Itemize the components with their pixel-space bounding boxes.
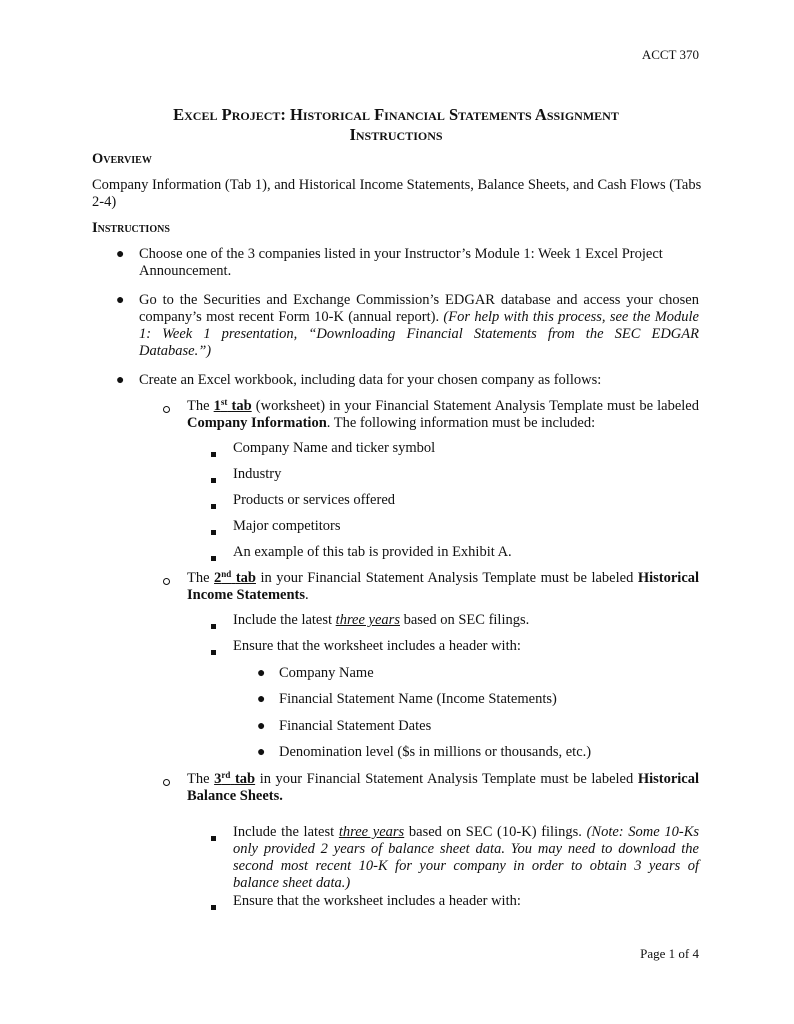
page-number: Page 1 of 4 xyxy=(640,946,699,961)
bullet-icon: ● xyxy=(116,373,125,388)
course-code: ACCT 370 xyxy=(641,47,699,62)
tab-1-item: Major competitors xyxy=(233,518,341,534)
bullet-icon: ● xyxy=(257,692,266,707)
tab-3-include-text: Include the latest three years based on SEC (10-K) filings. (Note: Some 10-Ks only provided 2 years of balance sheet data. You may need to download the second most recent 10-K for your company in order to obtain 3 years of balance sheet data.) xyxy=(233,824,700,891)
bullet-text: Choose one of the 3 companies listed in your Instructor’s Module 1: Week 1 Excel Project Announcement. xyxy=(139,246,663,279)
overview-text: Company Information (Tab 1), and Historical Income Statements, Balance Sheets, and Cash Flows (Tabs 2-4) xyxy=(92,177,702,210)
square-bullet-icon xyxy=(211,497,216,514)
square-bullet-icon xyxy=(211,617,216,634)
square-bullet-icon xyxy=(211,643,216,660)
circle-bullet-icon xyxy=(163,573,170,590)
tab-3-text: The 3rd tab in your Financial Statement Analysis Template must be labeled Historical Balance Sheets. xyxy=(187,770,700,804)
square-bullet-icon xyxy=(211,829,216,846)
tab-3-header-text: Ensure that the worksheet includes a header with: xyxy=(233,893,521,909)
bullet-icon: ● xyxy=(116,293,125,308)
square-bullet-icon xyxy=(211,471,216,488)
bullet-help-text: (For help with this process, see the Module 1: Week 1 presentation, “Downloading Financial Statements from the SEC EDGAR Database.”) xyxy=(139,309,699,359)
tab-1-item: An example of this tab is provided in Exhibit A. xyxy=(233,544,512,560)
circle-bullet-icon xyxy=(163,774,170,791)
header-item: Denomination level ($s in millions or thousands, etc.) xyxy=(279,744,592,760)
header-item: Financial Statement Name (Income Statements) xyxy=(279,691,557,707)
tab-1-text: The 1st tab (worksheet) in your Financial Statement Analysis Template must be labeled Company Information. The following information must be included: xyxy=(187,397,699,431)
circle-bullet-icon xyxy=(163,401,170,418)
document-title xyxy=(92,105,700,145)
bullet-text: Create an Excel workbook, including data for your chosen company as follows: xyxy=(139,372,602,388)
header-item: Company Name xyxy=(279,665,374,681)
bullet-text xyxy=(139,292,699,360)
title-line-2: Instructions xyxy=(349,125,443,144)
square-bullet-icon xyxy=(211,898,216,915)
tab-2-text: The 2nd tab in your Financial Statement Analysis Template must be labeled Historical Income Statements. xyxy=(187,569,700,603)
tab-1-item: Industry xyxy=(233,466,282,482)
tab-1-item: Company Name and ticker symbol xyxy=(233,440,436,456)
bullet-icon: ● xyxy=(257,745,266,760)
bullet-icon: ● xyxy=(116,247,125,262)
tab-2-header-text: Ensure that the worksheet includes a header with: xyxy=(233,638,521,654)
tab-2-include-text: Include the latest three years based on SEC filings. xyxy=(233,612,530,628)
tab-1-item: Products or services offered xyxy=(233,492,395,508)
bullet-icon: ● xyxy=(257,666,266,681)
square-bullet-icon xyxy=(211,445,216,462)
bullet-icon: ● xyxy=(257,719,266,734)
bullet-main-text: Go to the Securities and Exchange Commission’s EDGAR database and access your chosen company’s most recent Form 10-K (annual report). xyxy=(139,292,699,325)
overview-heading: Overview xyxy=(92,151,152,167)
header-item: Financial Statement Dates xyxy=(279,718,432,734)
title-line-1: Excel Project: Historical Financial Statements Assignment xyxy=(173,105,619,124)
square-bullet-icon xyxy=(211,549,216,566)
instructions-heading: Instructions xyxy=(92,220,170,236)
square-bullet-icon xyxy=(211,523,216,540)
